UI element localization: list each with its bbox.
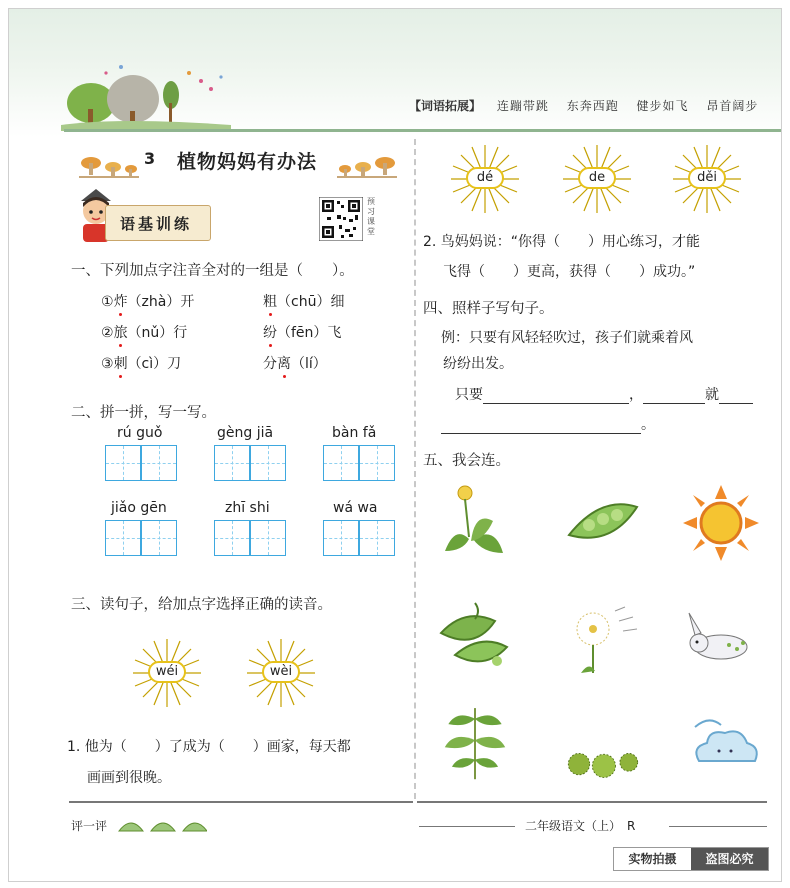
cocklebur-plant-icon[interactable]	[435, 701, 515, 781]
pinyin-label: bàn fǎ	[332, 425, 377, 441]
mushroom-decoration-icon	[337, 153, 397, 179]
q1-option-number: ②	[101, 325, 114, 341]
q4-prompt-a: 只要	[455, 387, 483, 403]
q1-option-2b	[263, 322, 341, 342]
q4-fill-line-1	[455, 384, 753, 404]
rating-icons	[117, 811, 207, 837]
vocab-word: 健步如飞	[636, 99, 689, 113]
stamp-right: 盗图必究	[691, 848, 768, 870]
q4-fill-line-2	[441, 414, 655, 434]
section-badge	[105, 205, 211, 241]
answer-blank[interactable]	[643, 387, 705, 404]
pinyin-label: gèng jiā	[217, 425, 274, 441]
q4-example: 例：只要有风轻轻吹过，孩子们就乘着风	[441, 330, 693, 346]
pinyin-label: jiǎo gēn	[111, 500, 167, 516]
q2-title: 二、拼一拼，写一写。	[71, 405, 216, 421]
footer-rule	[69, 801, 413, 803]
q3-sentence-2: 2. 鸟妈妈说：“你得（ ）用心练习，才能	[423, 234, 701, 250]
q4-example-cont: 纷纷出发。	[443, 356, 513, 372]
vocab-word: 连蹦带跳	[496, 99, 549, 113]
answer-blank[interactable]	[483, 387, 629, 404]
writing-box[interactable]	[105, 520, 141, 556]
section-badge-label: 语基训练	[120, 215, 193, 233]
pinyin-option: de	[578, 167, 616, 189]
q5-title: 五、我会连。	[423, 453, 510, 469]
writing-box[interactable]	[214, 445, 250, 481]
stamp-left: 实物拍摄	[614, 848, 691, 870]
qr-label: 预习课堂	[367, 197, 375, 236]
mushroom-decoration-icon	[79, 153, 139, 179]
book-label: 二年级语文（上） R	[525, 819, 636, 833]
landscape-illustration	[61, 59, 231, 131]
header-rule	[64, 129, 781, 132]
q1-option-number: ①	[101, 294, 114, 310]
q1-option-2	[101, 322, 187, 342]
dandelion-seeds-icon[interactable]	[563, 599, 643, 679]
q4-prompt-c: 就	[705, 387, 719, 403]
lesson-number: 3	[144, 149, 156, 168]
writing-box[interactable]	[323, 445, 359, 481]
q1-pinyin: （nǔ）行	[127, 325, 188, 341]
dandelion-option[interactable]	[447, 141, 523, 217]
pinyin-option: děi	[688, 167, 726, 189]
writing-box[interactable]	[359, 520, 395, 556]
lesson-title: 植物妈妈有办法	[177, 151, 318, 173]
pinyin-label: wá wa	[333, 500, 378, 516]
q1-word: 分	[263, 356, 277, 372]
q3-title: 三、读句子，给加点字选择正确的读音。	[71, 597, 332, 613]
writing-box[interactable]	[359, 445, 395, 481]
q1-pinyin: （fēn）飞	[277, 325, 342, 341]
workbook-page	[8, 8, 782, 882]
q1-option-1	[101, 291, 194, 311]
footer-rule	[417, 801, 767, 803]
writing-box[interactable]	[323, 520, 359, 556]
dotted-character: 离	[277, 356, 291, 372]
pinyin-option: wéi	[148, 661, 186, 683]
dandelion-option[interactable]	[129, 635, 205, 711]
dotted-character: 旅	[113, 325, 128, 341]
burrs-icon[interactable]	[563, 725, 643, 805]
rabbit-icon[interactable]	[681, 603, 761, 683]
footer-rule	[669, 826, 767, 827]
q1-pinyin: （zhà）开	[127, 294, 195, 310]
wind-cloud-icon[interactable]	[685, 709, 765, 789]
watermark-stamp	[613, 847, 769, 871]
q1-option-3b	[263, 353, 327, 373]
lesson-heading	[69, 143, 399, 179]
dandelion-option[interactable]	[669, 141, 745, 217]
pinyin-option: dé	[466, 167, 504, 189]
writing-box[interactable]	[105, 445, 141, 481]
dotted-character: 纷	[263, 325, 277, 341]
dotted-character: 粗	[263, 294, 277, 310]
writing-box[interactable]	[141, 445, 177, 481]
q1-option-3	[101, 353, 181, 373]
column-divider	[414, 139, 416, 799]
q3-sentence-1: 1. 他为（ ）了成为（ ）画家，每天都	[67, 739, 351, 755]
qr-code-icon[interactable]	[319, 197, 363, 241]
dotted-character: 炸	[113, 294, 128, 310]
writing-box[interactable]	[141, 520, 177, 556]
rating-icon	[119, 823, 207, 831]
pinyin-label: rú guǒ	[117, 425, 163, 441]
q1-option-number: ③	[101, 356, 114, 372]
writing-box[interactable]	[250, 520, 286, 556]
pinyin-label: zhī shi	[225, 500, 270, 516]
q4-end: 。	[641, 417, 655, 433]
pea-plant-icon[interactable]	[435, 599, 515, 679]
q1-title: 一、下列加点字注音全对的一组是（ ）。	[71, 263, 354, 279]
q3-sentence-2-cont: 飞得（ ）更高，获得（ ）成功。”	[443, 264, 696, 280]
vocab-word: 昂首阔步	[706, 99, 759, 113]
writing-box[interactable]	[250, 445, 286, 481]
answer-blank[interactable]	[441, 417, 641, 434]
pea-pod-icon[interactable]	[561, 489, 641, 569]
dandelion-option[interactable]	[559, 141, 635, 217]
vocab-word: 东奔西跑	[566, 99, 619, 113]
dandelion-option[interactable]	[243, 635, 319, 711]
footer-rule	[419, 826, 515, 827]
rating-label: 评一评	[71, 819, 108, 833]
writing-box[interactable]	[214, 520, 250, 556]
q1-pinyin: （chū）细	[277, 294, 345, 310]
q4-comma: ，	[629, 387, 643, 403]
q1-option-1b	[263, 291, 344, 311]
q3-sentence-1-cont: 画画到很晚。	[87, 770, 171, 786]
q1-pinyin: （cì）刀	[127, 356, 182, 372]
vocab-extension	[409, 97, 772, 114]
q4-title: 四、照样子写句子。	[423, 301, 554, 317]
dandelion-plant-icon[interactable]	[435, 481, 515, 561]
pinyin-option: wèi	[262, 661, 300, 683]
sun-icon[interactable]	[681, 483, 761, 563]
dotted-character: 刺	[113, 356, 128, 372]
q1-pinyin: （lí）	[291, 356, 327, 372]
vocab-title: 【词语拓展】	[409, 99, 482, 113]
answer-blank[interactable]	[719, 387, 753, 404]
